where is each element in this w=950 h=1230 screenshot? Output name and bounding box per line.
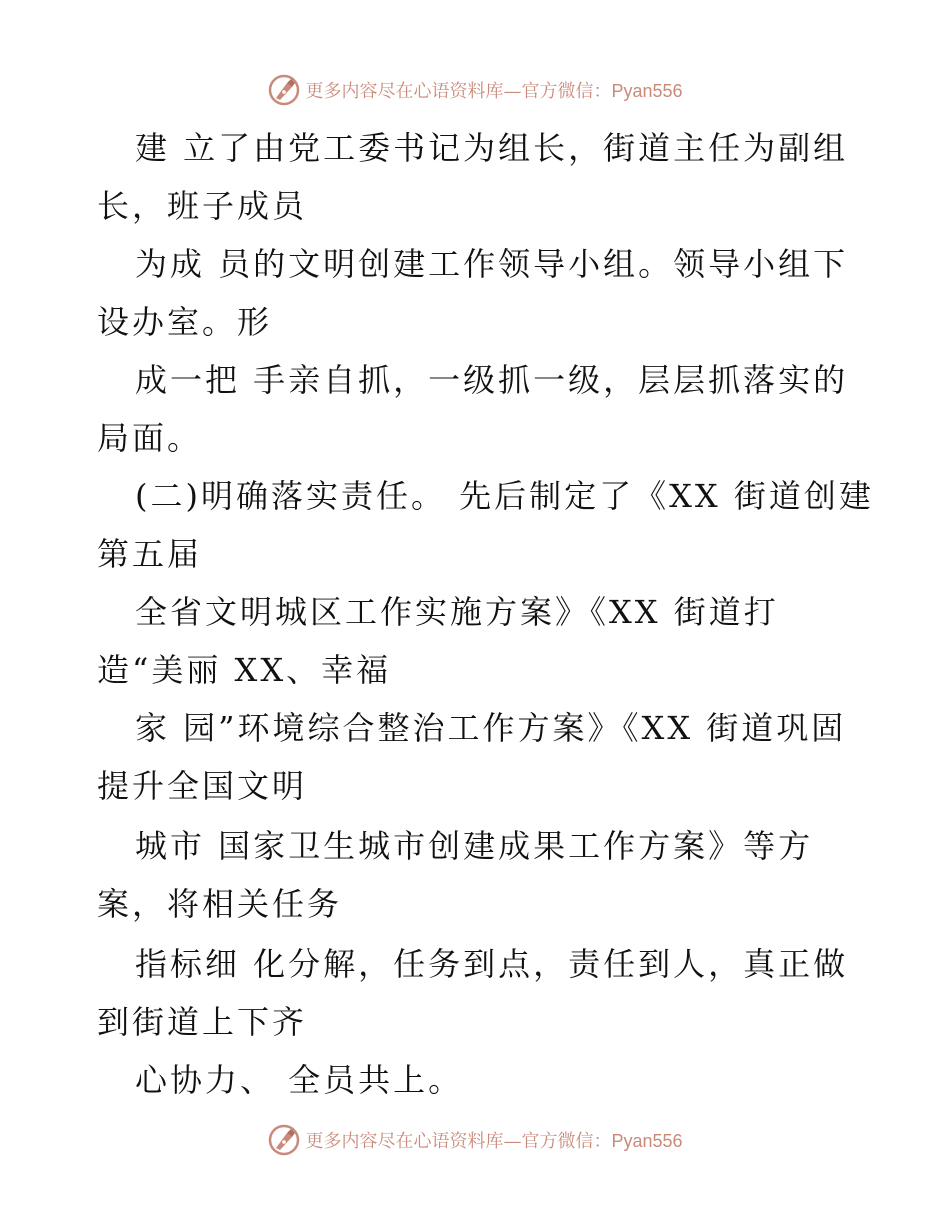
body-line: 第五届 bbox=[97, 535, 203, 573]
watermark-text bbox=[305, 1127, 682, 1153]
body-line: 到街道上下齐 bbox=[97, 1003, 308, 1041]
body-line: 心协力、 全员共上。 bbox=[135, 1061, 464, 1099]
body-line: 长，班子成员 bbox=[97, 187, 308, 225]
body-line: 为成 员的文明创建工作领导小组。领导小组下 bbox=[135, 245, 849, 283]
watermark-text-cn: 更多内容尽在心语资料库—官方微信： bbox=[305, 81, 612, 102]
pen-nib-logo-icon bbox=[267, 1123, 301, 1157]
body-line: 局面。 bbox=[97, 419, 203, 457]
body-line: 全省文明城区工作实施方案》《XX 街道打 bbox=[135, 593, 779, 631]
body-line: 家 园”环境综合整治工作方案》《XX 街道巩固 bbox=[135, 709, 847, 747]
body-line: 成一把 手亲自抓，一级抓一级，层层抓落实的 bbox=[135, 361, 849, 399]
body-line: 提升全国文明 bbox=[97, 767, 308, 805]
body-line: 设办室。形 bbox=[97, 303, 273, 341]
body-line: 指标细 化分解，任务到点，责任到人，真正做 bbox=[135, 945, 849, 983]
watermark-wechat-id: Pyan556 bbox=[611, 1131, 683, 1151]
footer-watermark bbox=[0, 1120, 950, 1160]
watermark-text-cn: 更多内容尽在心语资料库—官方微信： bbox=[305, 1131, 612, 1152]
watermark-wechat-id: Pyan556 bbox=[611, 81, 683, 101]
body-line: 建 立了由党工委书记为组长，街道主任为副组 bbox=[135, 129, 849, 167]
section-heading-line: (二)明确落实责任。 先后制定了《XX 街道创建 bbox=[135, 477, 874, 515]
body-line: 造“美丽 XX、幸福 bbox=[97, 651, 392, 689]
body-line: 城市 国家卫生城市创建成果工作方案》等方 bbox=[135, 827, 814, 865]
body-line: 案，将相关任务 bbox=[97, 885, 343, 923]
